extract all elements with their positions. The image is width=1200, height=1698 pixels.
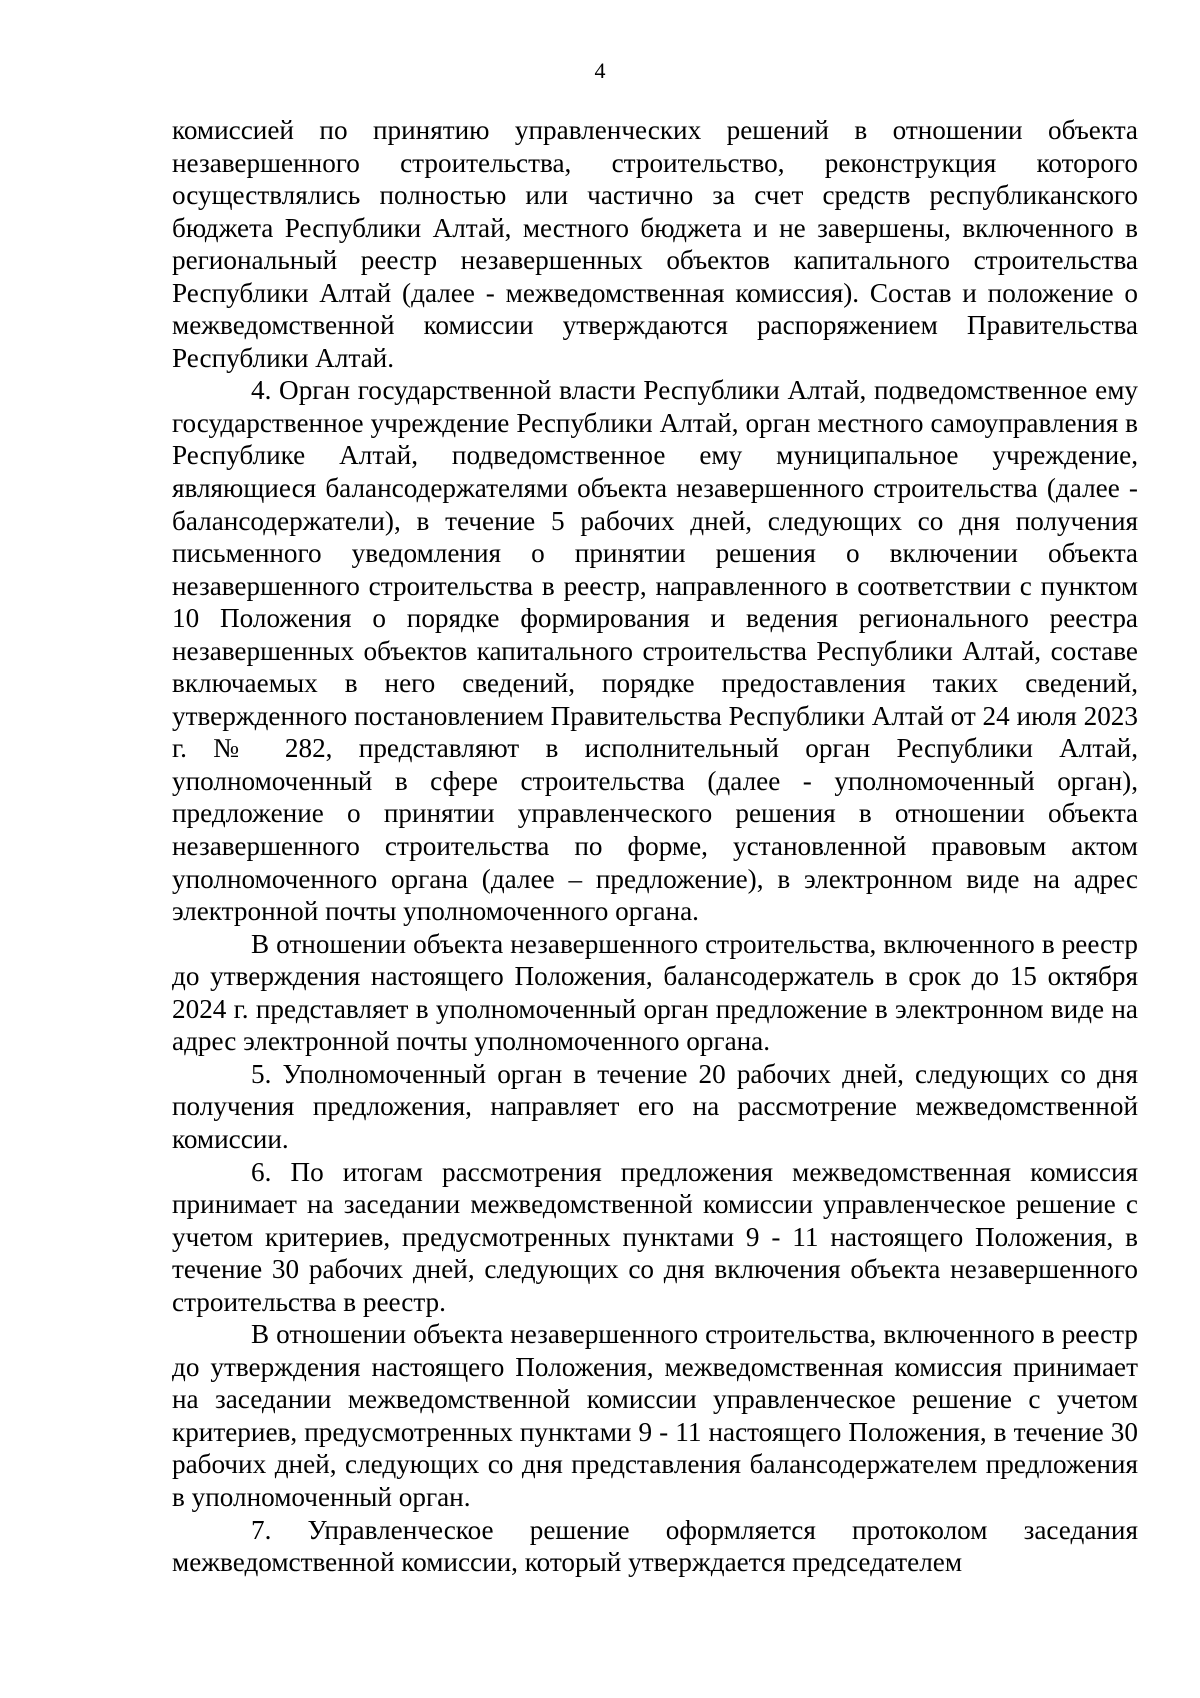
- paragraph-item-6-addendum: В отношении объекта незавершенного строительства, включенного в реестр до утверждения настоящего Положения, межведомственная комиссия принимает на заседании межведомственной комиссии управленческое решение с учетом критериев, предусмотренных пунктами 9 - 11 настоящего Положения, в течение 30 рабочих дней, следующих со дня представления балансодержателем предложения в уполномоченный орган.: [172, 1319, 1138, 1512]
- page-number: 4: [594, 58, 606, 83]
- paragraph-item-7: 7. Управленческое решение оформляется протоколом заседания межведомственной комиссии, который утверждается председателем: [172, 1514, 1138, 1578]
- paragraph-item-4: 4. Орган государственной власти Республики Алтай, подведомственное ему государственное учреждение Республики Алтай, орган местного самоуправления в Республике Алтай, подведомственное ему муниципальное учреждение, являющиеся балансодержателями объекта незавершенного строительства (далее - балансодержатели), в течение 5 рабочих дней, следующих со дня получения письменного уведомления о принятии решения о включении объекта незавершенного строительства в реестр, направленного в соответствии с пунктом 10 Положения о порядке формирования и ведения регионального реестра незавершенных объектов капитального строительства Республики Алтай, составе включаемых в него сведений, порядке предоставления таких сведений, утвержденного постановлением Правительства Республики Алтай от 24 июля 2023 г. № 282, представляют в исполнительный орган Республики Алтай, уполномоченный в сфере строительства (далее - уполномоченный орган), предложение о принятии управленческого решения в отношении объекта незавершенного строительства по форме, установленной правовым актом уполномоченного органа (далее – предложение), в электронном виде на адрес электронной почты уполномоченного органа.: [172, 375, 1138, 927]
- paragraph-item-4-addendum: В отношении объекта незавершенного строительства, включенного в реестр до утверждения настоящего Положения, балансодержатель в срок до 15 октября 2024 г. представляет в уполномоченный орган предложение в электронном виде на адрес электронной почты уполномоченного органа.: [172, 928, 1138, 1057]
- paragraph-item-5: 5. Уполномоченный орган в течение 20 рабочих дней, следующих со дня получения предложения, направляет его на рассмотрение межведомственной комиссии.: [172, 1058, 1138, 1154]
- paragraph-item-6: 6. По итогам рассмотрения предложения межведомственная комиссия принимает на заседании межведомственной комиссии управленческое решение с учетом критериев, предусмотренных пунктами 9 - 11 настоящего Положения, в течение 30 рабочих дней, следующих со дня включения объекта незавершенного строительства в реестр.: [172, 1156, 1138, 1317]
- paragraph-continuation: комиссией по принятию управленческих решений в отношении объекта незавершенного строительства, строительство, реконструкция которого осуществлялись полностью или частично за счет средств республиканского бюджета Республики Алтай, местного бюджета и не завершены, включенного в региональный реестр незавершенных объектов капитального строительства Республики Алтай (далее - межведомственная комиссия). Состав и положение о межведомственной комиссии утверждаются распоряжением Правительства Республики Алтай.: [172, 115, 1138, 373]
- document-body: [172, 114, 1138, 1579]
